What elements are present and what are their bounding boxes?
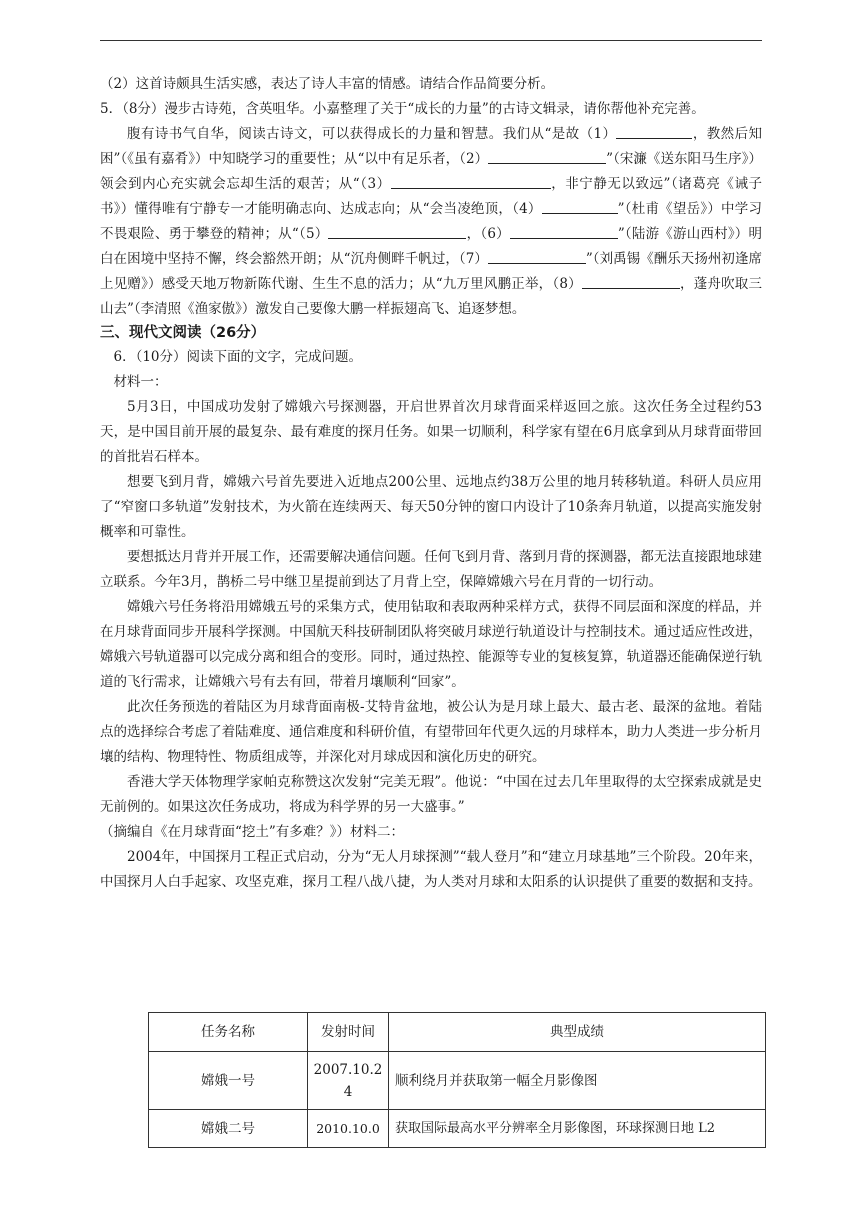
material-1-paragraph: 此次任务预选的着陆区为月球背面南极-艾特肯盆地，被公认为是月球上最大、最古老、最深的盆地。着陆点的选择综合考虑了着陆难度、通信难度和科研价值，有望带回年代更久远的月球样本，助力人类进一步分析月壤的结构、物理特性、物质组成等，并深化对月球成因和演化历史的研究。 bbox=[100, 699, 762, 765]
blank-7[interactable] bbox=[488, 248, 586, 264]
exam-page bbox=[100, 72, 762, 895]
blank-6[interactable] bbox=[510, 223, 618, 239]
material-1-source: （摘编自《在月球背面“挖土”有多难？》）材料二： bbox=[100, 824, 405, 840]
header-rule bbox=[100, 40, 762, 41]
header-launch-date: 发射时间 bbox=[308, 1013, 389, 1052]
mission-result: 获取国际最高水平分辨率全月影像图，环球探测日地 L2 bbox=[389, 1110, 766, 1148]
table-row bbox=[149, 1110, 766, 1148]
blank-4[interactable] bbox=[542, 198, 618, 214]
launch-date: 2010.10.0 bbox=[308, 1110, 389, 1148]
header-mission: 任务名称 bbox=[149, 1013, 308, 1052]
material-1-paragraph: 5月3日，中国成功发射了嫦娥六号探测器，开启世界首次月球背面采样返回之旅。这次任务全过程约53天，是中国目前开展的最复杂、最有难度的探月任务。如果一切顺利，科学家有望在6月底拿到从月球背面带回的首批岩石样本。 bbox=[100, 399, 762, 465]
mission-result: 顺利绕月并获取第一幅全月影像图 bbox=[389, 1052, 766, 1110]
material-2-paragraph: 2004年，中国探月工程正式启动，分为“无人月球探测”“载人登月”和“建立月球基地”三个阶段。20年来，中国探月人白手起家、攻坚克难，探月工程八战八捷，为人类对月球和太阳系的认识提供了重要的数据和支持。 bbox=[100, 849, 762, 890]
material-1-label: 材料一： bbox=[113, 374, 168, 390]
mission-name: 嫦娥一号 bbox=[149, 1052, 308, 1110]
blank-2[interactable] bbox=[488, 148, 606, 164]
blank-3[interactable] bbox=[391, 173, 551, 189]
material-1-paragraph: 想要飞到月背，嫦娥六号首先要进入近地点200公里、远地点约38万公里的地月转移轨道。科研人员应用了“窄窗口多轨道”发射技术，为火箭在连续两天、每天50分钟的窗口内设计了10条奔月轨道，以提高实施发射概率和可靠性。 bbox=[100, 474, 762, 540]
material-1-paragraph: 嫦娥六号任务将沿用嫦娥五号的采集方式，使用钻取和表取两种采样方式，获得不同层面和深度的样品，并在月球背面同步开展科学探测。中国航天科技研制团队将突破月球逆行轨道设计与控制技术。通过适应性改进，嫦娥六号轨道器可以完成分离和组合的变形。同时，通过热控、能源等专业的复核复算，轨道器还能确保逆行轨道的飞行需求，让嫦娥六号有去有回，带着月壤顺利“回家”。 bbox=[100, 599, 762, 690]
achievements-table bbox=[148, 1012, 766, 1148]
q4-sub2: （2）这首诗颇具生活实感，表达了诗人丰富的情感。请结合作品简要分析。 bbox=[100, 76, 555, 92]
blank-8[interactable] bbox=[582, 273, 680, 289]
material-1-paragraph: 要想抵达月背并开展工作，还需要解决通信问题。任何飞到月背、落到月背的探测器，都无法直接跟地球建立联系。今年3月，鹊桥二号中继卫星提前到达了月背上空，保障嫦娥六号在月背的一切行动。 bbox=[100, 549, 762, 590]
table-row bbox=[149, 1052, 766, 1110]
blank-5[interactable] bbox=[328, 223, 466, 239]
q5-prompt: 5．（8分）漫步古诗苑，含英咀华。小嘉整理了关于“成长的力量”的古诗文辑录，请你帮他补充完善。 bbox=[100, 101, 705, 117]
blank-1[interactable] bbox=[616, 123, 692, 139]
section-heading: 三、现代文阅读（26分） bbox=[100, 325, 266, 341]
table-header-row bbox=[149, 1013, 766, 1052]
q5-passage: 腹有诗书气自华，阅读古诗文，可以获得成长的力量和智慧。我们从“是故（1） ，教然后知困”（《虽有嘉肴》）中知晓学习的重要性；从“以中有足乐者，（2） ”（宋濂《送东阳马生序》）领会到内心充实就会忘却生活的艰苦；从“（3） ，非宁静无以致远”（诸葛亮《诫子书》）懂得唯有宁静专一才能明确志向、达成志向；从“会当凌绝顶，（4） ”（杜甫《望岳》）中学习不畏艰险、勇于攀登的精神；从“（5） ，（6） ”（陆游《游山西村》）明白在困境中坚持不懈，终会豁然开朗；从“沉舟侧畔千帆过，（7） ”（刘禹锡《酬乐天扬州初逢席上见赠》）感受天地万物新陈代谢、生生不息的活力；从“九万里风鹏正举，（8） ，蓬舟吹取三山去”（李清照《渔家傲》）激发自己要像大鹏一样振翅高飞、追逐梦想。 bbox=[100, 122, 762, 322]
material-1-paragraph: 香港大学天体物理学家帕克称赞这次发射“完美无瑕”。他说：“中国在过去几年里取得的太空探索成就是史无前例的。如果这次任务成功，将成为科学界的另一大盛事。” bbox=[100, 774, 762, 815]
q6-prompt: 6．（10分）阅读下面的文字，完成问题。 bbox=[113, 349, 363, 365]
mission-name: 嫦娥二号 bbox=[149, 1110, 308, 1148]
header-result: 典型成绩 bbox=[389, 1013, 766, 1052]
launch-date: 2007.10.24 bbox=[308, 1052, 389, 1110]
